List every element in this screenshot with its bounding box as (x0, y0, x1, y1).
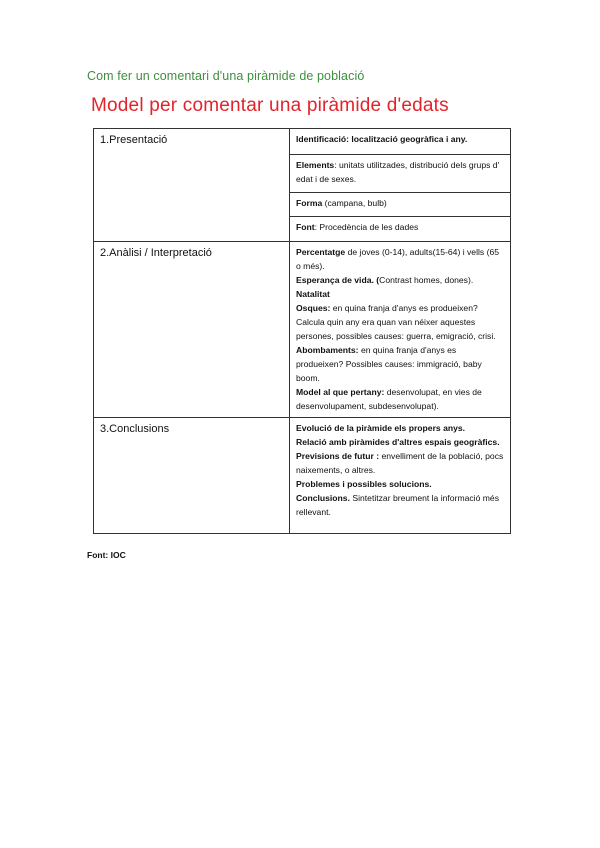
cell-bold-text: Elements (296, 160, 335, 170)
document-title: Model per comentar una piràmide d'edats (91, 95, 449, 116)
line-text: Contrast homes, dones). (379, 275, 474, 285)
section-label-conclusions: 3.Conclusions (94, 418, 290, 534)
analisi-line (296, 385, 504, 413)
cell-elements (290, 155, 511, 193)
cell-bold-text: Forma (296, 198, 323, 208)
section-label-analisi: 2.Anàlisi / Interpretació (94, 242, 290, 418)
line-bold-text: Percentatge (296, 247, 346, 257)
conclusions-line (296, 491, 504, 519)
cell-font (290, 217, 511, 242)
line-bold-text: Relació amb piràmides d'altres espais geogràfics. (296, 437, 500, 447)
analisi-line (296, 301, 504, 343)
cell-forma (290, 193, 511, 217)
cell-text: (campana, bulb) (322, 198, 387, 208)
line-bold-text: Natalitat (296, 289, 330, 299)
line-bold-text: Conclusions. (296, 493, 350, 503)
analisi-line (296, 343, 504, 385)
document-subtitle: Com fer un comentari d'una piràmide de població (87, 69, 365, 83)
cell-bold-text: Identificació: localització geogràfica i any. (296, 134, 468, 144)
line-bold-text: Model al que pertany: (296, 387, 385, 397)
table-row-presentacio-1 (94, 129, 511, 155)
cell-bold-text: Font (296, 222, 315, 232)
line-bold-text: Previsions de futur : (296, 451, 380, 461)
comment-model-table (93, 128, 511, 534)
conclusions-line (296, 449, 504, 477)
cell-text: : unitats utilitzades, distribució dels grups d' edat i de sexes. (296, 160, 500, 184)
line-bold-text: Esperança de vida. ( (296, 275, 380, 285)
line-text: desenvolupat, en vies de desenvolupament, subdesenvolupat). (296, 387, 482, 411)
conclusions-line (296, 435, 504, 449)
analisi-line (296, 273, 504, 287)
conclusions-line (296, 421, 504, 435)
analisi-line (296, 245, 504, 273)
conclusions-line (296, 477, 504, 491)
table-row-analisi (94, 242, 511, 418)
cell-analisi (290, 242, 511, 418)
cell-text: : Procedència de les dades (314, 222, 419, 232)
line-bold-text: Osques: (296, 303, 331, 313)
line-text: de joves (0-14), adults(15-64) i vells (65 o més). (296, 247, 500, 271)
cell-conclusions (290, 418, 511, 534)
source-footer: Font: IOC (87, 550, 126, 560)
cell-identificacio (290, 129, 511, 155)
line-bold-text: Abombaments: (296, 345, 359, 355)
line-text: en quina franja d'anys es produeixen? Calcula quin any era quan van néixer aquestes persones, possibles causes: guerra, emigració, crisi. (296, 303, 496, 341)
analisi-line (296, 287, 504, 301)
line-text: Sintetitzar breument la informació més rellevant. (296, 493, 499, 517)
section-label-presentacio: 1.Presentació (94, 129, 290, 242)
table-row-conclusions (94, 418, 511, 534)
line-bold-text: Problemes i possibles solucions. (296, 479, 432, 489)
line-text: envelliment de la població, pocs naixements, o altres. (296, 451, 504, 475)
line-text: en quina franja d'anys es produeixen? Possibles causes: immigració, baby boom. (296, 345, 482, 383)
line-bold-text: Evolució de la piràmide els propers anys. (296, 423, 466, 433)
